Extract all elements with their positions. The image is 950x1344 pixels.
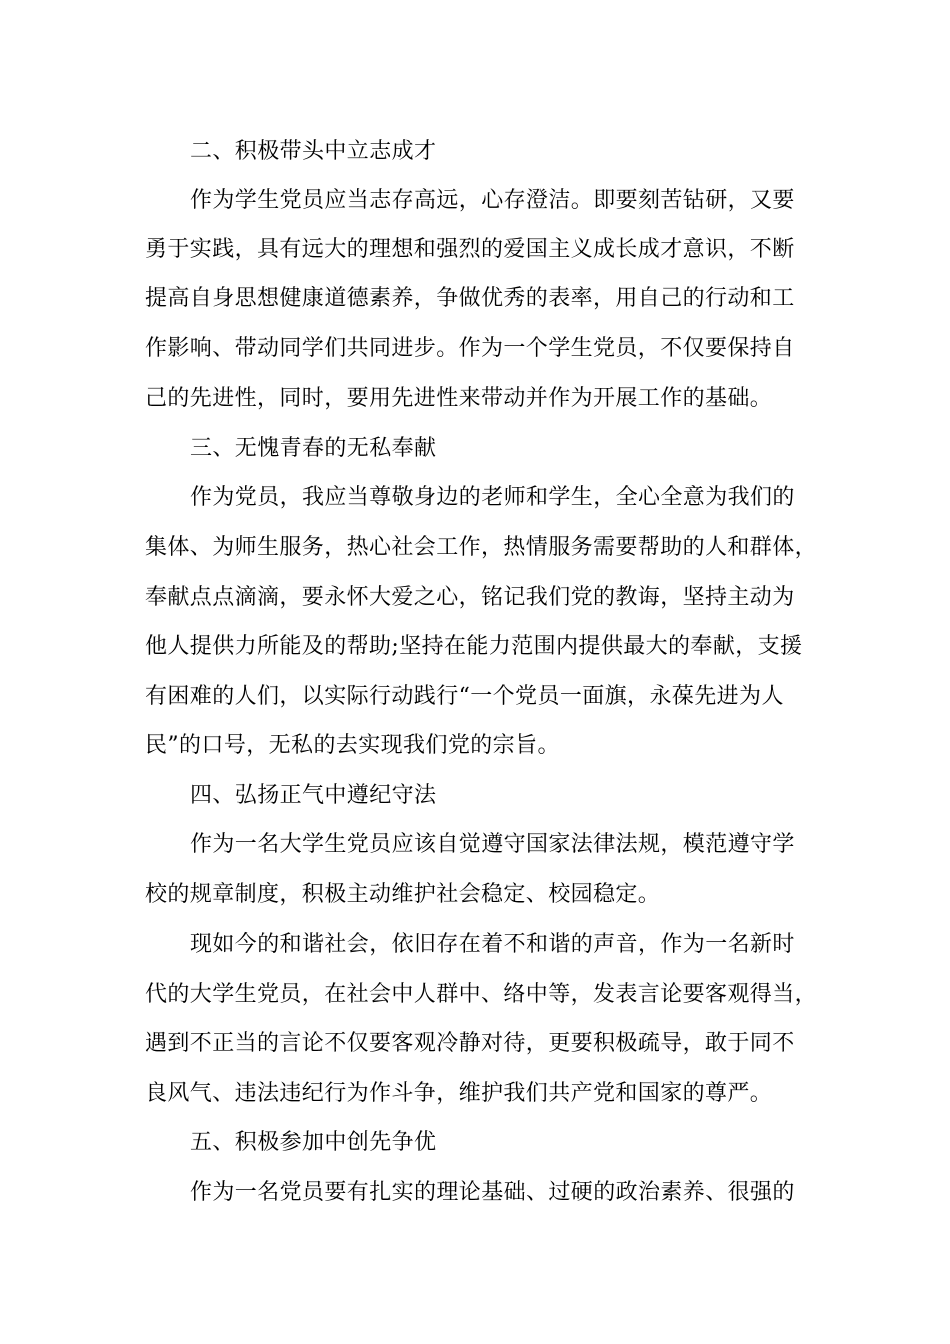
paragraph-line: 代的大学生党员，在社会中人群中、络中等，发表言论要客观得当， — [145, 982, 818, 1007]
paragraph-line: 勇于实践，具有远大的理想和强烈的爱国主义成长成才意识，不断 — [145, 237, 795, 262]
section-heading-3: 三、无愧青春的无私奉献 — [190, 436, 437, 461]
paragraph-line: 奉献点点滴滴，要永怀大爱之心，铭记我们党的教诲，坚持主动为 — [145, 585, 795, 610]
paragraph-line: 遇到不正当的言论不仅要客观冷静对待，更要积极疏导，敢于同不 — [145, 1031, 795, 1056]
paragraph-line: 作为学生党员应当志存高远，心存澄洁。即要刻苦钻研，又要 — [190, 188, 795, 213]
paragraph-line: 作影响、带动同学们共同进步。作为一个学生党员，不仅要保持自 — [145, 336, 795, 361]
paragraph-line: 作为一名党员要有扎实的理论基础、过硬的政治素养、很强的 — [190, 1180, 795, 1205]
paragraph-line: 民”的口号，无私的去实现我们党的宗旨。 — [145, 733, 560, 758]
paragraph-line: 己的先进性，同时，要用先进性来带动并作为开展工作的基础。 — [145, 386, 773, 411]
paragraph-line: 提高自身思想健康道德素养，争做优秀的表率，用自己的行动和工 — [145, 286, 795, 311]
paragraph-line: 作为党员，我应当尊敬身边的老师和学生，全心全意为我们的 — [190, 485, 795, 510]
section-heading-4: 四、弘扬正气中遵纪守法 — [190, 783, 437, 808]
paragraph-line: 校的规章制度，积极主动维护社会稳定、校园稳定。 — [145, 882, 661, 907]
paragraph-line: 集体、为师生服务，热心社会工作，热情服务需要帮助的人和群体， — [145, 535, 818, 560]
paragraph-line: 现如今的和谐社会，依旧存在着不和谐的声音，作为一名新时 — [190, 932, 795, 957]
section-heading-5: 五、积极参加中创先争优 — [190, 1130, 437, 1155]
paragraph-line: 作为一名大学生党员应该自觉遵守国家法律法规，模范遵守学 — [190, 832, 795, 857]
section-heading-2: 二、积极带头中立志成才 — [190, 139, 437, 164]
paragraph-line: 良风气、违法违纪行为作斗争，维护我们共产党和国家的尊严。 — [145, 1081, 773, 1106]
paragraph-line: 他人提供力所能及的帮助;坚持在能力范围内提供最大的奉献，支援 — [145, 634, 803, 659]
paragraph-line: 有困难的人们，以实际行动践行“一个党员一面旗，永葆先进为人 — [145, 684, 784, 709]
